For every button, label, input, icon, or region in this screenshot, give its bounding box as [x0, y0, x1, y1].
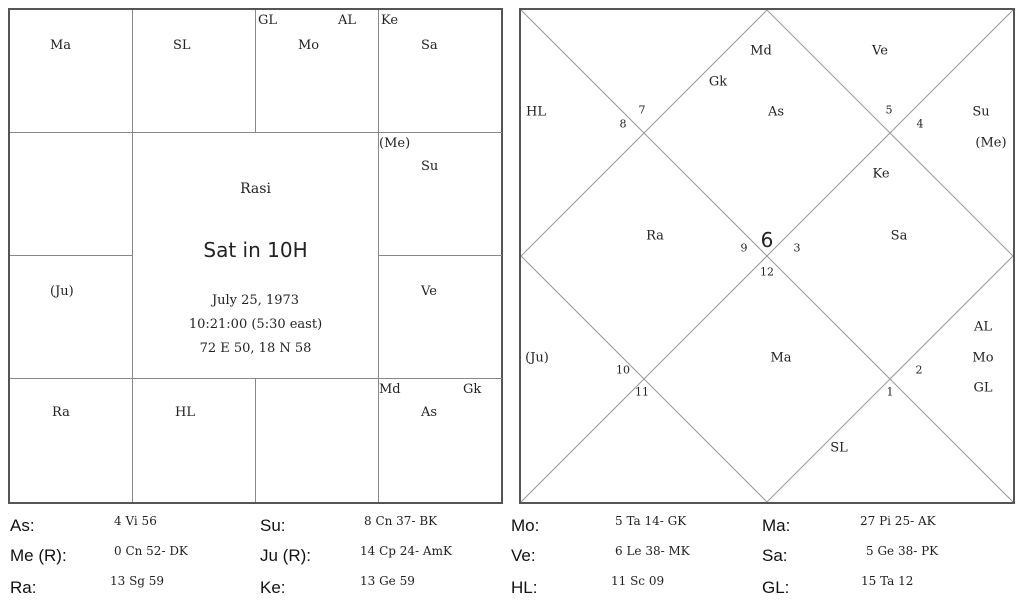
house-number: 7 — [638, 103, 646, 117]
house-number: 5 — [885, 103, 893, 117]
house-number: 11 — [635, 385, 649, 399]
position-value: 4 Vi 56 — [114, 514, 157, 528]
position-key: Ve: — [511, 546, 536, 565]
planet-label: SL — [173, 38, 191, 53]
house-number: 3 — [793, 241, 801, 255]
planet-label: Ra — [52, 405, 70, 420]
house-number: 4 — [916, 117, 924, 131]
sign-cell-pisces — [10, 10, 133, 133]
position-value: 14 Cp 24- AmK — [360, 544, 452, 558]
planet-label: HL — [526, 104, 546, 120]
planet-label: Ve — [872, 43, 888, 59]
sign-cell-leo — [379, 256, 502, 379]
planet-label: (Me) — [975, 135, 1007, 151]
planet-label: Ke — [381, 13, 399, 28]
planet-label: Md — [750, 43, 772, 59]
planet-label: Gk — [708, 74, 728, 90]
position-value: 15 Ta 12 — [861, 574, 914, 588]
planet-label: Ma — [770, 350, 792, 366]
position-key: Ju (R): — [260, 546, 311, 565]
position-value: 6 Le 38- MK — [615, 544, 690, 558]
planet-label: Sa — [421, 38, 438, 53]
planet-label: As — [421, 405, 438, 420]
house-number: 9 — [740, 241, 748, 255]
planet-label: Mo — [972, 350, 994, 366]
planet-label: Md — [379, 382, 401, 397]
house-number: 1 — [886, 385, 894, 399]
planet-label: Ra — [646, 228, 664, 244]
planet-label: HL — [175, 405, 195, 420]
position-value: 13 Sg 59 — [110, 574, 165, 588]
planet-label: (Ju) — [525, 350, 549, 366]
position-key: Mo: — [511, 516, 540, 535]
sign-cell-taurus — [256, 10, 379, 133]
position-key: Ke: — [260, 578, 286, 597]
sign-cell-gemini — [379, 10, 502, 133]
planet-label: Su — [972, 104, 990, 120]
planet-label: GL — [973, 380, 993, 396]
sign-cell-capricorn — [10, 256, 133, 379]
planet-label: Gk — [463, 382, 482, 397]
sign-cell-sagittarius — [10, 379, 133, 502]
north-indian-chart — [519, 8, 1015, 504]
chart-subtitle: Sat in 10H — [203, 238, 308, 262]
position-value: 27 Pi 25- AK — [860, 514, 936, 528]
planet-label: AL — [973, 319, 993, 335]
planet-label: As — [767, 104, 785, 120]
position-value: 5 Ta 14- GK — [615, 514, 687, 528]
sign-cell-cancer — [379, 133, 502, 256]
planet-label: Ke — [872, 166, 890, 182]
sign-cell-aries — [133, 10, 256, 133]
planet-label: Sa — [890, 228, 908, 244]
planet-label: Mo — [298, 38, 320, 53]
house-number: 12 — [760, 265, 774, 279]
planet-label: AL — [338, 13, 357, 28]
planet-label: (Ju) — [50, 284, 74, 299]
birth-time: 10:21:00 (5:30 east) — [188, 317, 323, 332]
position-key: Me (R): — [10, 546, 67, 565]
sign-cell-virgo — [379, 379, 502, 502]
chart-title: Rasi — [240, 181, 271, 197]
planet-label: GL — [258, 13, 278, 28]
sign-cell-aquarius — [10, 133, 133, 256]
birth-coordinates: 72 E 50, 18 N 58 — [199, 341, 312, 356]
position-key: HL: — [511, 578, 538, 597]
house-number: 10 — [616, 363, 630, 377]
position-value: 11 Sc 09 — [611, 574, 665, 588]
position-value: 13 Ge 59 — [360, 574, 415, 588]
sign-cell-libra — [256, 379, 379, 502]
position-key: Ra: — [10, 578, 37, 597]
house-number: 8 — [619, 117, 627, 131]
position-value: 5 Ge 38- PK — [866, 544, 939, 558]
house-number: 6 — [760, 228, 774, 252]
planet-label: (Me) — [379, 136, 411, 151]
position-key: Sa: — [762, 546, 788, 565]
position-value: 8 Cn 37- BK — [364, 514, 438, 528]
position-key: Ma: — [762, 516, 791, 535]
birth-date: July 25, 1973 — [211, 293, 300, 308]
planet-label: SL — [830, 440, 848, 456]
south-indian-rasi-chart — [8, 8, 503, 504]
north-chart-lines — [521, 10, 1013, 502]
planet-label: Ma — [50, 38, 72, 53]
position-key: GL: — [762, 578, 790, 597]
position-value: 0 Cn 52- DK — [114, 544, 188, 558]
planet-label: Ve — [421, 284, 437, 299]
planet-label: Su — [421, 159, 439, 174]
position-key: As: — [10, 516, 35, 535]
sign-cell-scorpio — [133, 379, 256, 502]
position-key: Su: — [260, 516, 286, 535]
house-number: 2 — [915, 363, 923, 377]
chart-center-info — [133, 133, 379, 379]
